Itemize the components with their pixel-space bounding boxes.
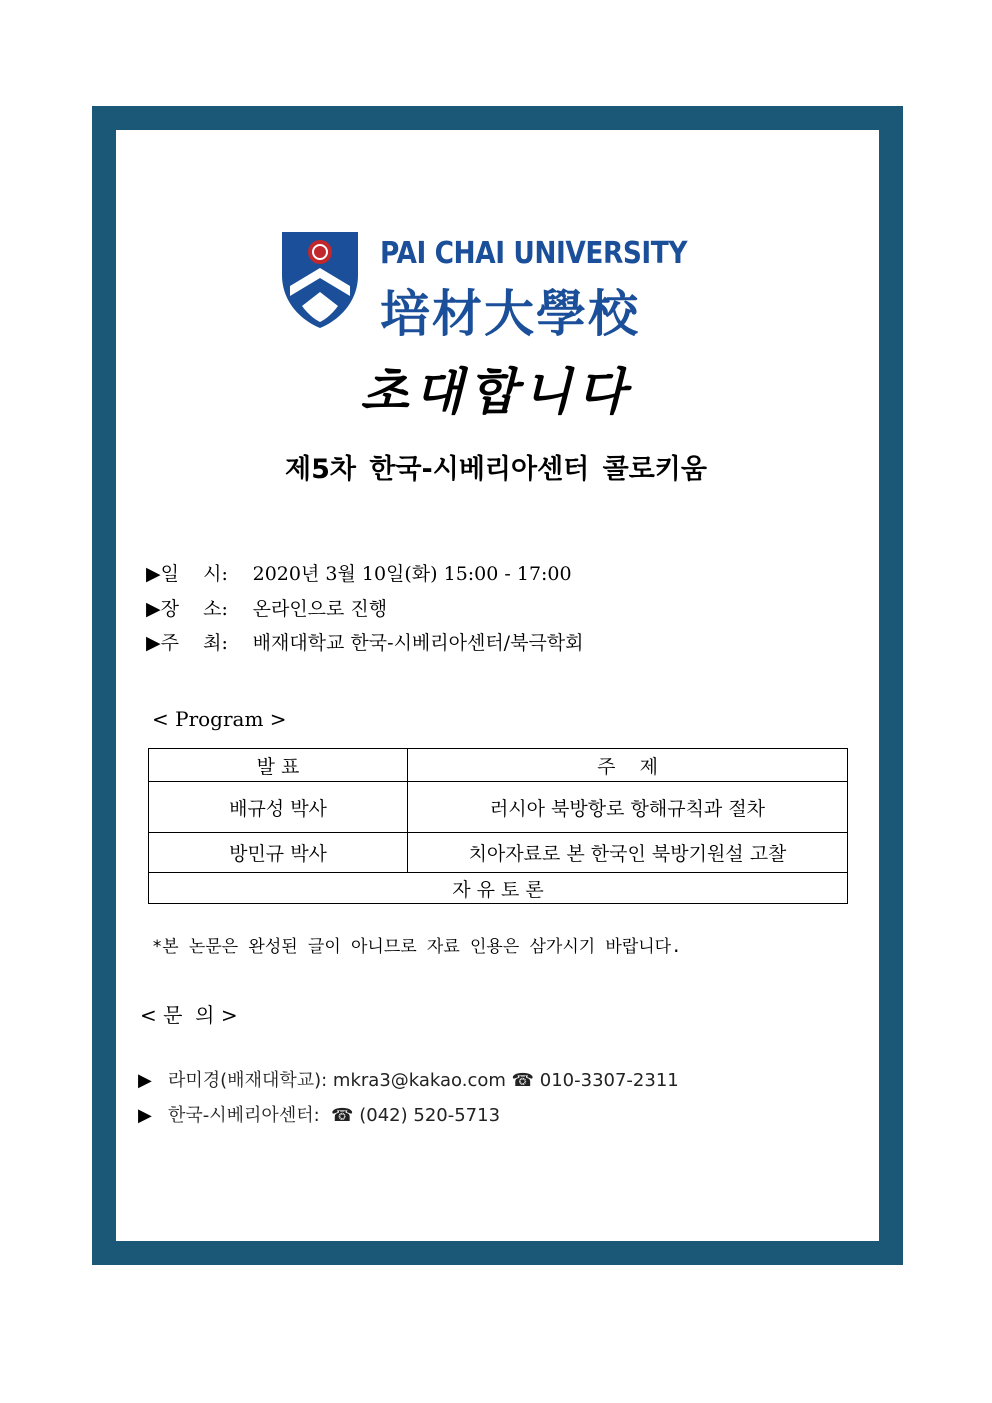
university-name-hanja: 培材大學校 bbox=[380, 285, 640, 343]
inquiry-heading: < 문 의 > bbox=[140, 1003, 238, 1027]
detail-date bbox=[146, 559, 572, 586]
discussion-cell: 자 유 토 론 bbox=[149, 873, 848, 904]
detail-label: 주 최: bbox=[160, 632, 228, 654]
bullet-marker: ▶ bbox=[138, 1070, 152, 1091]
table-row bbox=[149, 873, 848, 904]
bullet-marker: ▶ bbox=[146, 563, 161, 585]
detail-value: 온라인으로 진행 bbox=[252, 598, 388, 620]
contact-item bbox=[138, 1066, 679, 1092]
table-row bbox=[149, 782, 848, 833]
topic-cell: 치아자료로 본 한국인 북방기원설 고찰 bbox=[408, 833, 848, 873]
table-header-row bbox=[149, 749, 848, 782]
detail-host bbox=[146, 628, 584, 655]
header-topic: 주 제 bbox=[408, 749, 848, 782]
detail-label: 일 시: bbox=[160, 563, 228, 585]
shield-icon bbox=[280, 230, 360, 330]
university-logo bbox=[280, 230, 690, 343]
bullet-marker: ▶ bbox=[146, 598, 161, 620]
contact-text: 라미경(배재대학교): mkra3@kakao.com ☎ 010-3307-2311 bbox=[168, 1070, 679, 1091]
invitation-heading: 초대합니다 bbox=[360, 363, 632, 421]
presenter-cell: 방민규 박사 bbox=[149, 833, 408, 873]
detail-venue bbox=[146, 594, 387, 621]
university-name-english: PAI CHAI UNIVERSITY bbox=[380, 236, 688, 271]
bullet-marker: ▶ bbox=[138, 1105, 152, 1126]
table-row bbox=[149, 833, 848, 873]
detail-value: 2020년 3월 10일(화) 15:00 - 17:00 bbox=[252, 563, 572, 585]
detail-label: 장 소: bbox=[160, 598, 228, 620]
presenter-cell: 배규성 박사 bbox=[149, 782, 408, 833]
topic-cell: 러시아 북방항로 항해규칙과 절차 bbox=[408, 782, 848, 833]
bullet-marker: ▶ bbox=[146, 632, 161, 654]
contact-item bbox=[138, 1101, 500, 1127]
event-title: 제5차 한국-시베리아센터 콜로키움 bbox=[285, 454, 707, 485]
detail-value: 배재대학교 한국-시베리아센터/북극학회 bbox=[252, 632, 584, 654]
citation-note: *본 논문은 완성된 글이 아니므로 자료 인용은 삼가시기 바랍니다. bbox=[152, 937, 682, 957]
contact-text: 한국-시베리아센터: ☎ (042) 520-5713 bbox=[168, 1105, 501, 1126]
program-heading: < Program > bbox=[152, 707, 287, 731]
program-table bbox=[148, 748, 848, 904]
header-presenter: 발 표 bbox=[149, 749, 408, 782]
